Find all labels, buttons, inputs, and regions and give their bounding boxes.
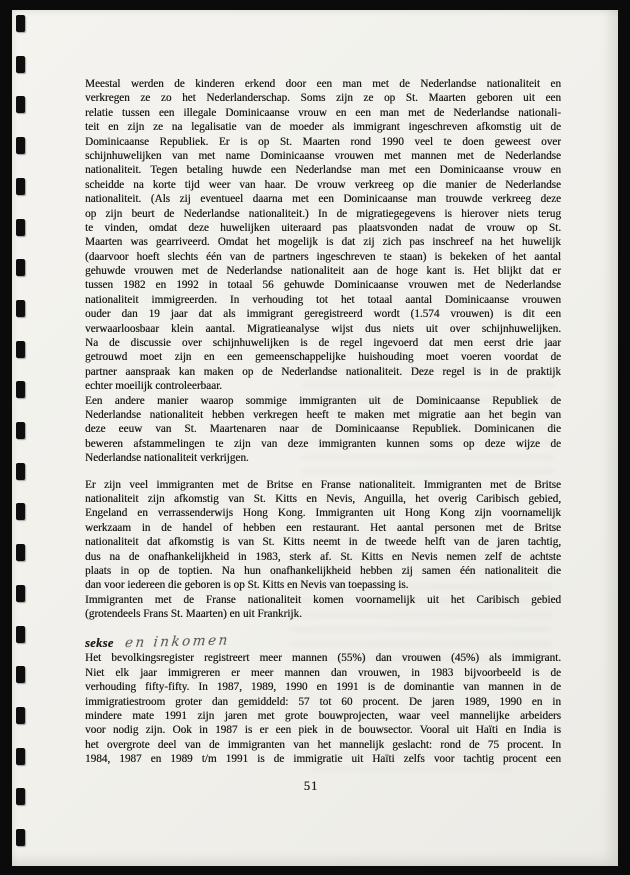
binding-hole — [16, 463, 25, 480]
binding-hole — [16, 381, 25, 398]
text-line: Nederlandse nationaliteit verkrijgen. — [85, 452, 249, 465]
text-line: gehuwde vrouwen met de Nederlandse nationaliteit aan de hoge kant is. Het blijkt dat er — [85, 265, 561, 278]
binding-hole — [16, 585, 25, 602]
text-line: partner aanspraak kan maken op de Nederlandse nationaliteit. Deze regel is in de praktijk — [85, 365, 561, 378]
binding-hole — [16, 300, 25, 317]
text-line: deze eeuw van St. Maartenaren naar de Dominicaanse Republiek. Dominicanen die — [85, 423, 561, 436]
text-line: echter moeilijk controleerbaar. — [85, 380, 222, 393]
text-line: Een andere manier waarop sommige immigranten uit de Dominicaanse Republiek de — [85, 394, 561, 407]
text-line: dus na de onafhankelijkheid in 1983, sterk af. St. Kitts en Nevis nemen zelf de achtste — [85, 550, 561, 563]
text-line: verhouding fifty-fifty. In 1987, 1989, 1990 en 1991 is de dominantie van mannen in de — [85, 681, 561, 694]
text-line: nationaliteit. (Als zij eventueel daarna met een Dominicaanse man trouwde verkreeg deze — [85, 193, 561, 206]
text-line: 1984, 1987 en 1989 t/m 1991 is de immigratie uit Haïti zelfs voor tachtig procent een — [85, 753, 561, 766]
text-line: Niet elk jaar immigreren er meer mannen dan vrouwen, in 1983 bijvoorbeeld is de — [85, 666, 561, 679]
text-line: te vinden, omdat deze huwelijken uiteraard pas plaatsvonden nadat de vrouw op St. — [85, 221, 561, 234]
binding-hole — [16, 666, 25, 683]
binding-hole — [16, 707, 25, 724]
text-line: nationaliteit zijn afkomstig van St. Kitts en Nevis, Anguilla, het overig Caribisch gebied, — [85, 492, 561, 505]
text-line: dan voor iedereen die geboren is op St. Kitts en Nevis van toepassing is. — [85, 579, 409, 592]
binding-hole — [16, 96, 25, 113]
text-line: mindere mate 1991 zijn jaren met grote bouwprojecten, waar veel mannelijke arbeiders — [85, 710, 561, 723]
binding-hole — [16, 56, 25, 73]
binding-hole — [16, 137, 25, 154]
text-line: Er zijn veel immigranten met de Britse en Franse nationaliteit. Immigranten met de Britse — [85, 478, 561, 491]
binding-hole — [16, 15, 25, 32]
text-line: werkzaam in de handel of hebben een restaurant. Het aantal personen met de Britse — [85, 521, 561, 534]
binding-hole — [16, 503, 25, 520]
binding-hole — [16, 544, 25, 561]
text-line: teit en zijn ze na legalisatie van de moeder als immigrant ingeschreven afkomstig uit de — [85, 121, 561, 134]
text-line: schijnhuwelijken van met name Dominicaanse vrouwen met mannen met de Nederlandse — [85, 149, 561, 162]
text-line: (grotendeels Frans St. Maarten) en uit Frankrijk. — [85, 608, 302, 621]
text-line: plaats in op de toptien. Na hun onafhankelijkheid hebben zij samen één nationaliteit die — [85, 564, 561, 577]
section-heading-sekse — [85, 635, 561, 651]
binding-hole — [16, 341, 25, 358]
binding-strip — [12, 10, 42, 866]
text-line: nationaliteit immigreerden. In verhouding tot het totaal aantal Dominicaanse vrouwen — [85, 293, 561, 306]
text-line: Het bevolkingsregister registreert meer mannen (55%) dan vrouwen (45%) als immigrant. — [85, 652, 561, 665]
text-line: het overgrote deel van de immigranten van het mannelijk geslacht: rond de 75 procent. In — [85, 738, 561, 751]
binding-hole — [16, 788, 25, 805]
text-line: beweren afstammelingen te zijn van deze immigranten kunnen soms op deze wijze de — [85, 437, 561, 450]
paragraph-spacer — [85, 466, 561, 478]
binding-hole — [16, 626, 25, 643]
text-line: Engeland en verrassenderwijs Hong Kong. Immigranten uit Hong Kong zijn voornamelijk — [85, 507, 561, 520]
text-line: Nederlandse nationaliteit hebben verkregen heeft te maken met migratie aan het begin van — [85, 408, 561, 421]
text-line: verkregen ze zo het Nederlanderschap. Soms zijn ze op St. Maarten geboren uit een — [85, 92, 561, 105]
text-line: Maarten was gearriveerd. Omdat het mogelijk is dat zij zich pas inschreef na het huwelijk — [85, 236, 561, 249]
text-line: op zijn beurt de Nederlandse nationaliteit.) In de migratiegegevens is hierover niets terug — [85, 207, 561, 220]
binding-hole — [16, 178, 25, 195]
text-column — [85, 77, 561, 794]
binding-hole — [16, 422, 25, 439]
paragraph-spacer — [85, 621, 561, 635]
text-line: Dominicaanse Republiek. Er is op St. Maarten rond 1990 veel te doen geweest over — [85, 135, 561, 148]
paragraph-andere-manier — [85, 394, 561, 466]
text-line: immigratiestroom groter dan gemiddeld: 57 tot 60 procent. De jaren 1989, 1990 en in — [85, 695, 561, 708]
text-line: voor nodig zijn. Ook in 1987 is er een piek in de bouwsector. Vooral uit Haïti en India is — [85, 724, 561, 737]
heading-handwritten-annotation: en inkomen — [124, 633, 232, 652]
page-number: 51 — [303, 778, 319, 793]
text-line: Immigranten met de Franse nationaliteit komen voornamelijk uit het Caribisch gebied — [85, 593, 561, 606]
text-line: nationaliteit dat afkomstig is van St. Kitts neemt in de tweede helft van de jaren tachtig, — [85, 536, 561, 549]
text-line: Na de discussie over schijnhuwelijken is de regel ingevoerd dat men eerst drie jaar — [85, 337, 561, 350]
text-line: ouder dan 19 jaar dat als immigrant geregistreerd wordt (1.574 vrouwen) is dit een — [85, 308, 561, 321]
heading-printed-text: sekse — [85, 636, 114, 651]
paragraph-britse-nationaliteit — [85, 478, 561, 593]
text-line: scheidde na korte tijd weer van haar. De vrouw verkreeg op die manier de Nederlandse — [85, 178, 561, 191]
binding-hole — [16, 829, 25, 846]
paragraph-erkenning-schijnhuwelijken — [85, 77, 561, 394]
text-line: getrouwd moet zijn en een gemeenschappelijke huishouding moet voeren voordat de — [85, 351, 561, 364]
document-page — [12, 10, 618, 866]
paragraph-sekse-verdeling — [85, 651, 561, 766]
text-line: verwaarloosbaar klein aantal. Migratieanalyse wijst dus niets uit over schijnhuwelijken. — [85, 322, 561, 335]
binding-hole — [16, 748, 25, 765]
text-line: Meestal werden de kinderen erkend door een man met de Nederlandse nationaliteit en — [85, 78, 561, 90]
binding-hole — [16, 219, 25, 236]
text-line: (daarvoor hoeft slechts één van de partners ingeschreven te staan) is bekeken of het aantal — [85, 250, 561, 263]
text-line: nationaliteit. Tegen betaling huwde een Nederlandse man met een Dominicaanse vrouw en — [85, 164, 561, 177]
text-line: tussen 1982 en 1992 in totaal 56 gehuwde Dominicaanse vrouwen met de Nederlandse — [85, 279, 561, 292]
paragraph-franse-nationaliteit — [85, 593, 561, 622]
binding-hole — [16, 259, 25, 276]
text-line: relatie tussen een illegale Dominicaanse vrouw en een man met de Nederlandse nationali- — [85, 106, 561, 119]
